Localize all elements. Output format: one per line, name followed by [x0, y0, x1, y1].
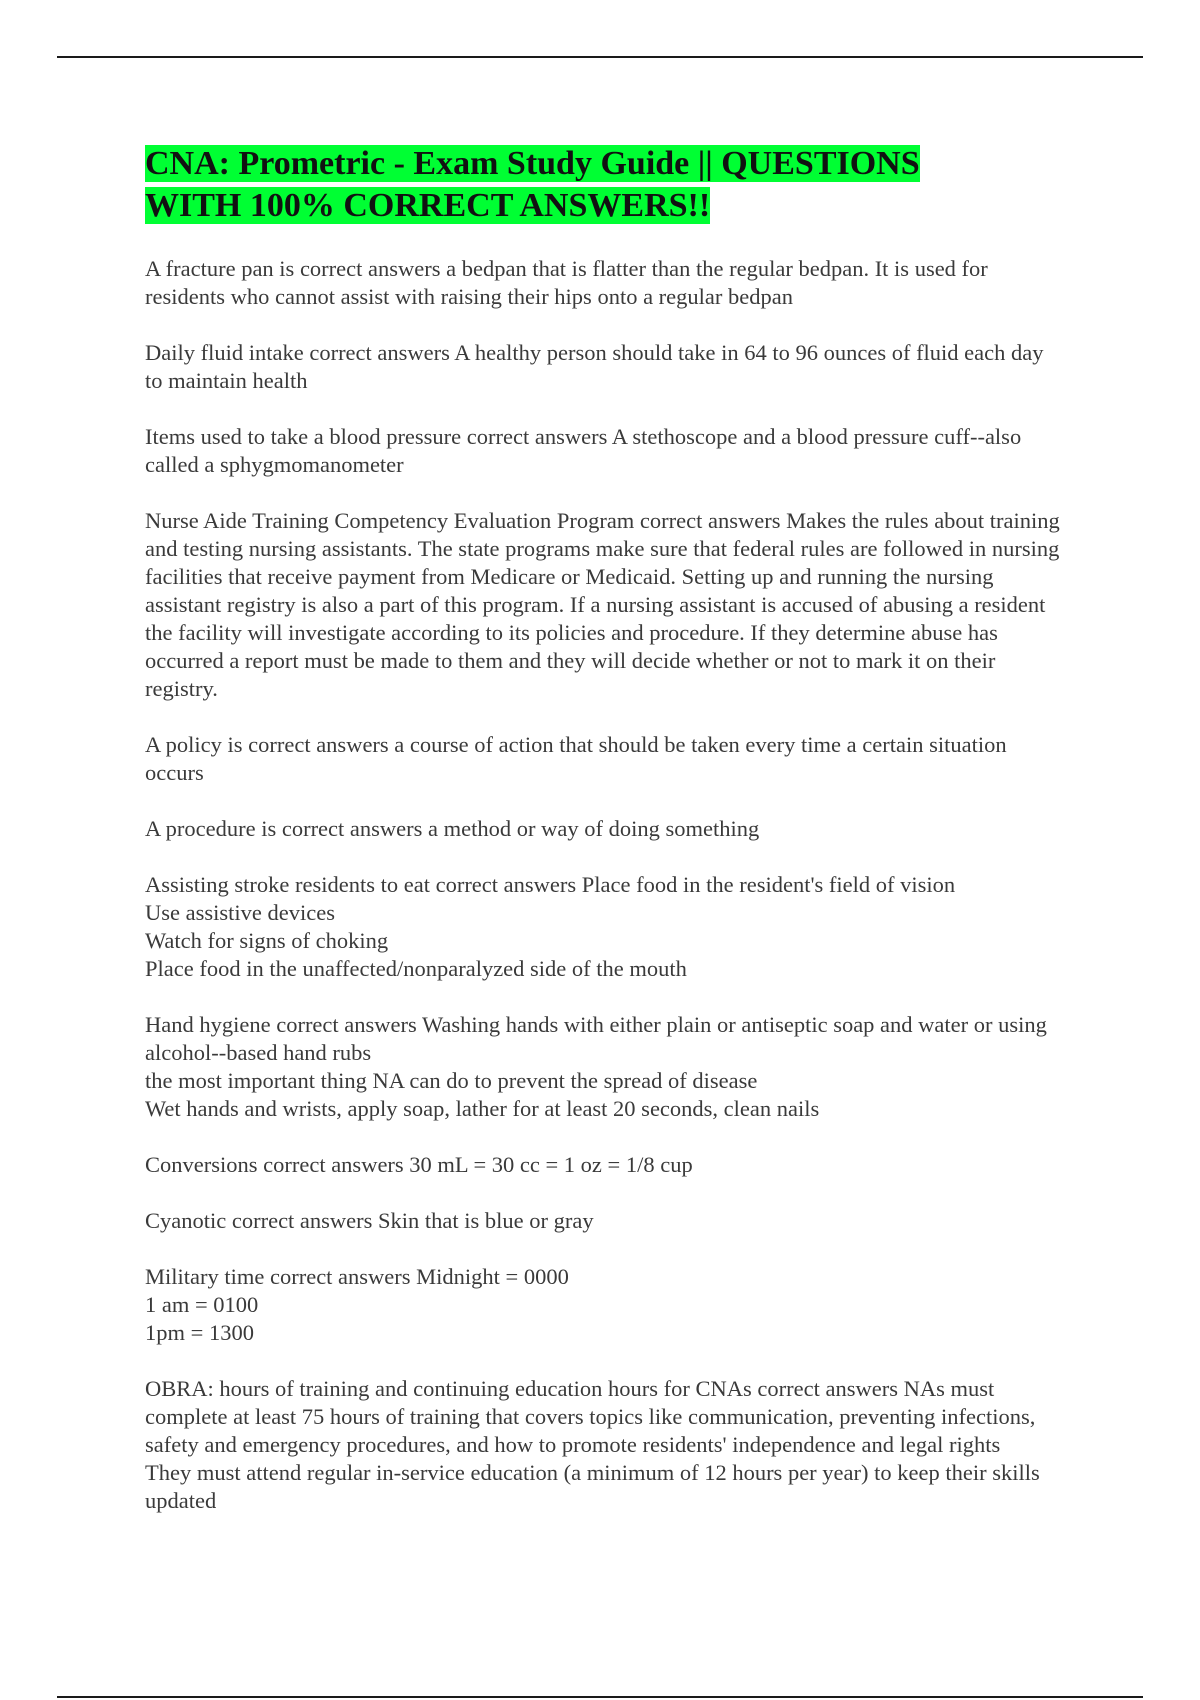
- qa-entry: [145, 1263, 1065, 1347]
- top-rule: [57, 56, 1143, 58]
- qa-entry: [145, 339, 1065, 395]
- qa-entry: [145, 871, 1065, 983]
- qa-entry: [145, 507, 1065, 703]
- qa-text: Place food in the unaffected/nonparalyzed side of the mouth: [145, 956, 687, 981]
- qa-entry: [145, 255, 1065, 311]
- bottom-rule: [57, 1696, 1143, 1698]
- qa-text: Assisting stroke residents to eat correct answers Place food in the resident's field of vision: [145, 872, 956, 897]
- title-line-1: CNA: Prometric - Exam Study Guide || QUESTIONS: [145, 145, 920, 182]
- qa-text: OBRA: hours of training and continuing education hours for CNAs correct answers NAs must complete at least 75 hours of training that covers topics like communication, preventing infections, safety and emergency procedures, and how to promote residents' independence and legal rights: [145, 1376, 1036, 1457]
- qa-entry: [145, 731, 1065, 787]
- document-body: [145, 143, 1065, 1543]
- qa-text: Military time correct answers Midnight = 0000: [145, 1264, 569, 1289]
- qa-entry: [145, 423, 1065, 479]
- qa-text: They must attend regular in-service education (a minimum of 12 hours per year) to keep their skills updated: [145, 1460, 1040, 1513]
- qa-text: Wet hands and wrists, apply soap, lather for at least 20 seconds, clean nails: [145, 1096, 820, 1121]
- qa-entry: [145, 1207, 1065, 1235]
- qa-text: Conversions correct answers 30 mL = 30 cc = 1 oz = 1/8 cup: [145, 1152, 693, 1177]
- qa-entry: [145, 1011, 1065, 1123]
- qa-text: A procedure is correct answers a method or way of doing something: [145, 816, 760, 841]
- qa-text: Use assistive devices: [145, 900, 335, 925]
- qa-text: Daily fluid intake correct answers A healthy person should take in 64 to 96 ounces of fluid each day to maintain health: [145, 340, 1044, 393]
- qa-text: Hand hygiene correct answers Washing hands with either plain or antiseptic soap and water or using alcohol--based hand rubs: [145, 1012, 1047, 1065]
- qa-entry: [145, 1375, 1065, 1515]
- qa-text: 1 am = 0100: [145, 1292, 259, 1317]
- qa-text: Watch for signs of choking: [145, 928, 389, 953]
- document-title: [145, 143, 1065, 227]
- qa-text: 1pm = 1300: [145, 1320, 254, 1345]
- qa-text: the most important thing NA can do to prevent the spread of disease: [145, 1068, 758, 1093]
- qa-text: Items used to take a blood pressure correct answers A stethoscope and a blood pressure cuff--also called a sphygmomanometer: [145, 424, 1022, 477]
- qa-entry: [145, 1151, 1065, 1179]
- qa-entry: [145, 815, 1065, 843]
- qa-text: A fracture pan is correct answers a bedpan that is flatter than the regular bedpan. It is used for residents who cannot assist with raising their hips onto a regular bedpan: [145, 256, 988, 309]
- qa-text: Cyanotic correct answers Skin that is blue or gray: [145, 1208, 594, 1233]
- qa-text: Nurse Aide Training Competency Evaluation Program correct answers Makes the rules about training and testing nursing assistants. The state programs make sure that federal rules are followed in nursing facilities that receive payment from Medicare or Medicaid. Setting up and running the nursing assistant registry is also a part of this program. If a nursing assistant is accused of abusing a resident the facility will investigate according to its policies and procedure. If they determine abuse has occurred a report must be made to them and they will decide whether or not to mark it on their registry.: [145, 508, 1060, 701]
- qa-text: A policy is correct answers a course of action that should be taken every time a certain situation occurs: [145, 732, 1007, 785]
- title-line-2: WITH 100% CORRECT ANSWERS!!: [145, 187, 711, 224]
